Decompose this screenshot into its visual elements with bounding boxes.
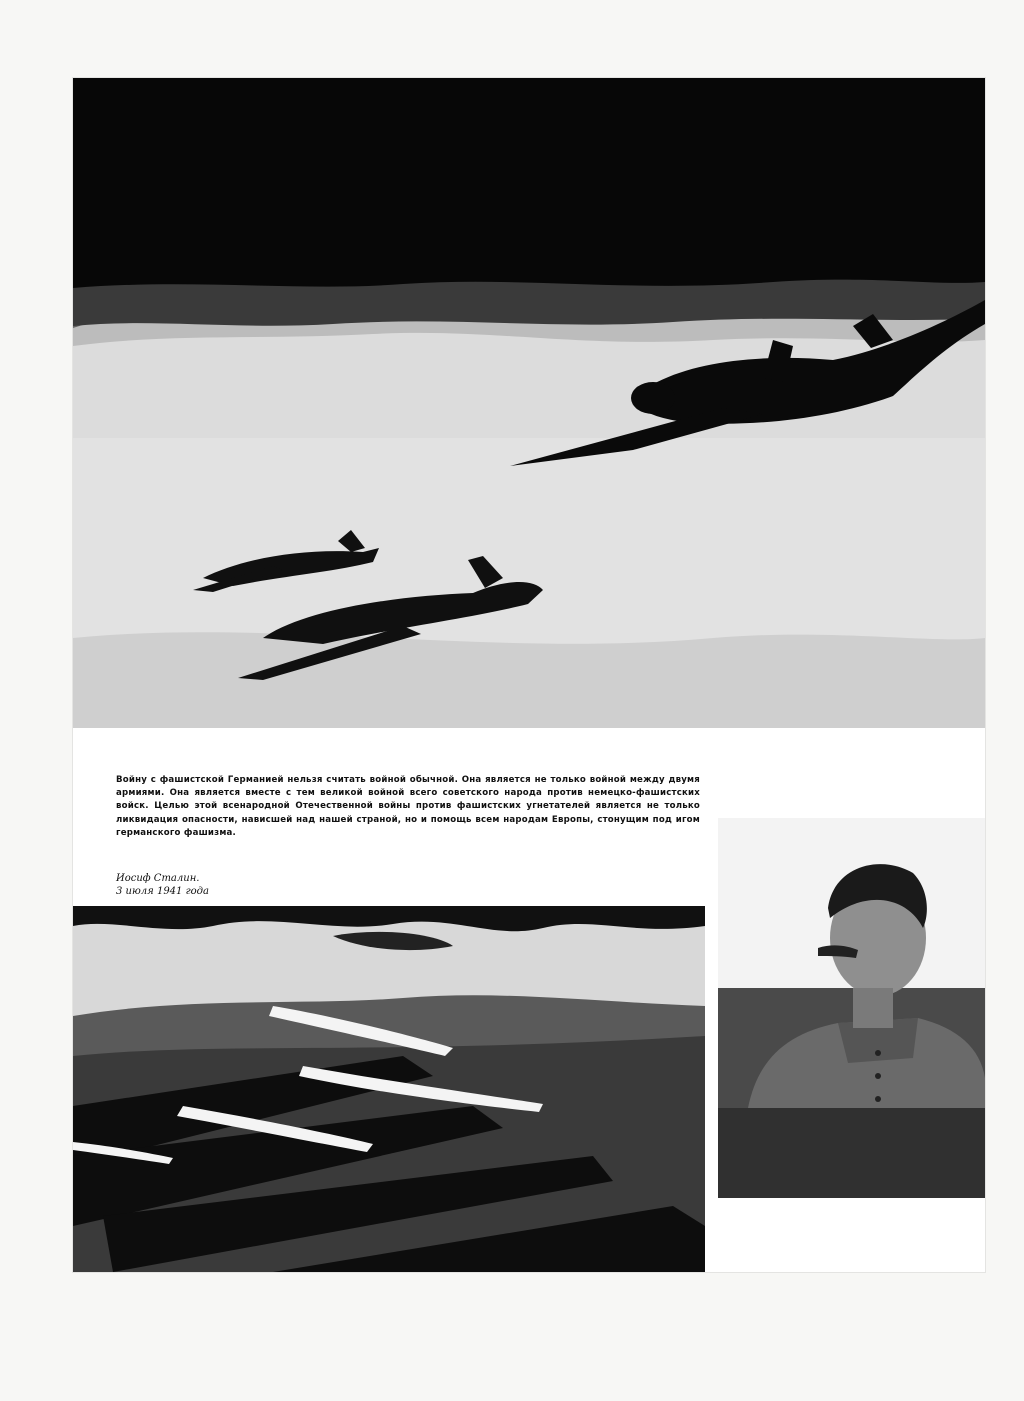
portrait-photo — [718, 818, 985, 1198]
quote-attribution — [116, 872, 316, 898]
quote-paragraph: Войну с фашистской Германией нельзя считать войной обычной. Она является не только войной между двумя армиями. Она является вместе с тем великой войной всего советского народа против немецко-фашистских войск. Целью этой всенародной Отечественной войны против фашистских угнетателей является не только ликвидация опасности, нависшей над нашей страной, но и помощь всем народам Европы, стонущим под игом германского фашизма. — [116, 775, 700, 838]
aircraft-photo-image — [73, 78, 985, 728]
rocket-launch-photo — [73, 906, 705, 1272]
rocket-launch-photo-image — [73, 906, 705, 1272]
author-date: 3 июля 1941 года — [116, 886, 209, 897]
portrait-photo-image — [718, 818, 985, 1198]
document-page — [73, 78, 985, 1272]
author-name: Иосиф Сталин. — [116, 873, 200, 884]
aircraft-photo — [73, 78, 985, 728]
